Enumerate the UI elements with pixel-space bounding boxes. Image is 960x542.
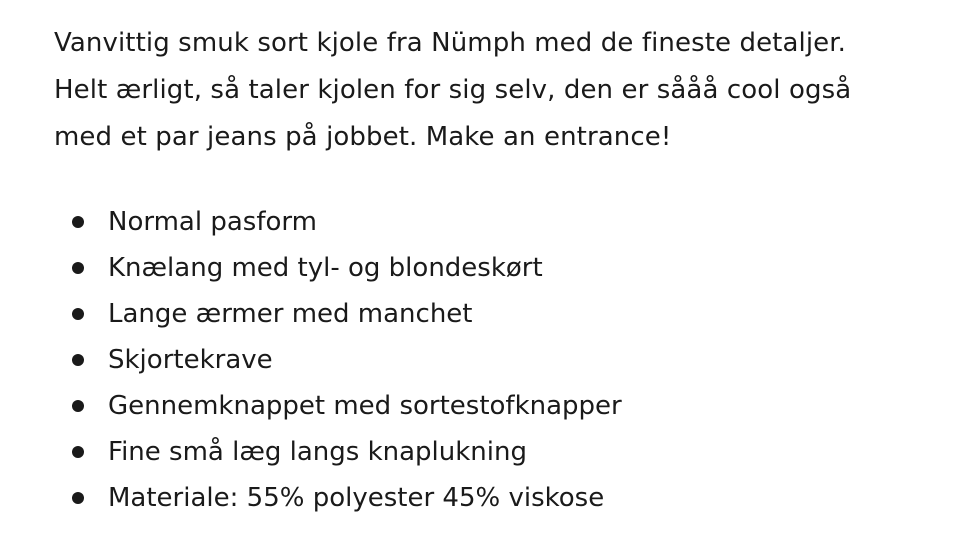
feature-text: Normal pasform: [108, 207, 317, 237]
feature-item: [54, 475, 622, 521]
bullet-icon: [72, 446, 84, 458]
feature-text: Materiale: 55% polyester 45% viskose: [108, 483, 605, 513]
feature-item: [54, 383, 622, 429]
product-description: [54, 20, 934, 161]
feature-item: [54, 429, 622, 475]
feature-text: Lange ærmer med manchet: [108, 299, 473, 329]
description-line: Helt ærligt, så taler kjolen for sig selv, den er sååå cool også: [54, 75, 852, 105]
bullet-icon: [72, 400, 84, 412]
bullet-icon: [72, 354, 84, 366]
feature-text: Fine små læg langs knaplukning: [108, 437, 527, 467]
feature-item: [54, 291, 622, 337]
bullet-icon: [72, 216, 84, 228]
feature-text: Skjortekrave: [108, 345, 273, 375]
description-line: med et par jeans på jobbet. Make an entrance!: [54, 122, 672, 152]
feature-list: [54, 199, 622, 521]
feature-item: [54, 245, 622, 291]
description-line: Vanvittig smuk sort kjole fra Nümph med de fineste detaljer.: [54, 28, 847, 58]
bullet-icon: [72, 262, 84, 274]
bullet-icon: [72, 308, 84, 320]
bullet-icon: [72, 492, 84, 504]
feature-item: [54, 337, 622, 383]
feature-item: [54, 199, 622, 245]
feature-text: Knælang med tyl- og blondeskørt: [108, 253, 543, 283]
feature-text: Gennemknappet med sortestofknapper: [108, 391, 622, 421]
